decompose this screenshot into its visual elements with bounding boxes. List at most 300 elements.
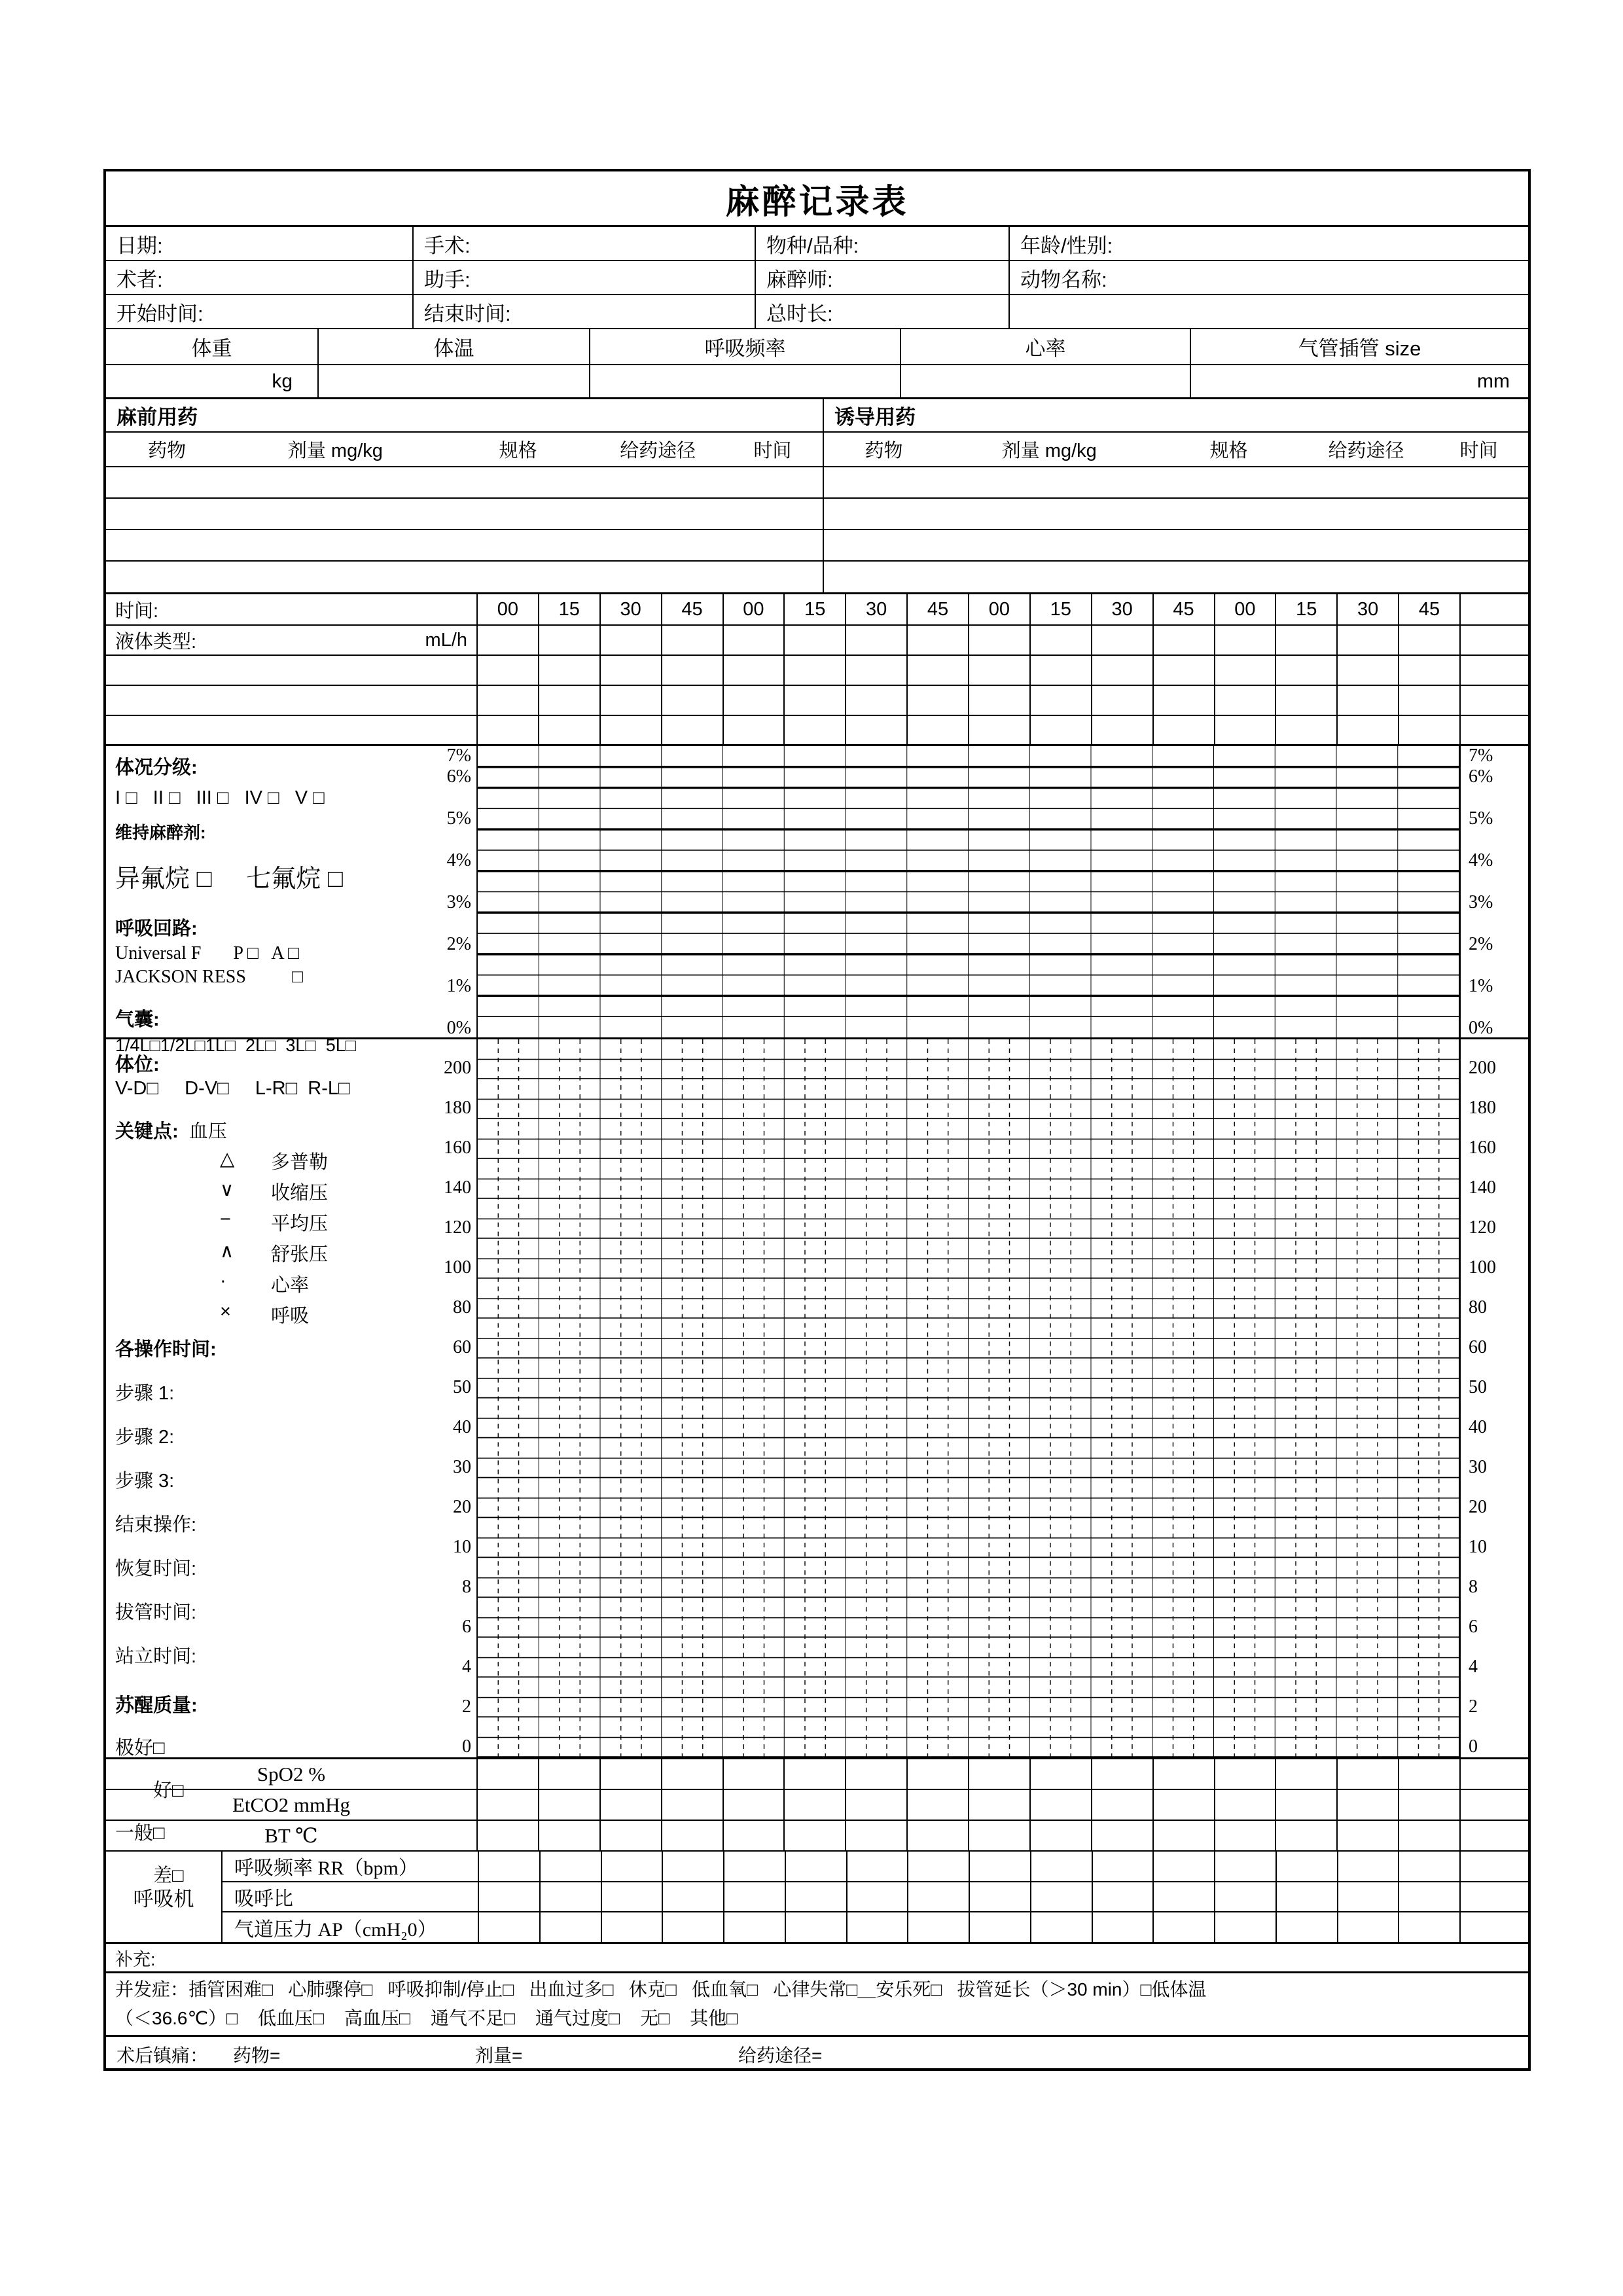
operation-step: 恢复时间: <box>115 1558 197 1579</box>
grid-cell <box>599 686 661 715</box>
vital-scale-label: 8 <box>1469 1577 1478 1597</box>
keypoint-平均压 <box>115 1209 414 1236</box>
percent-left-panel <box>106 745 476 1055</box>
grid-cell <box>1398 1912 1459 1942</box>
vital-scale-label: 180 <box>444 1098 471 1118</box>
grid-cell <box>1275 686 1336 715</box>
grid-cell <box>1275 1912 1337 1942</box>
grid-cell <box>1091 716 1152 744</box>
fluid-entry-row <box>106 656 1528 686</box>
etco2-row <box>106 1790 1528 1821</box>
percent-scale-label: 0% <box>1469 1018 1493 1038</box>
vital-scale-label: 0 <box>462 1736 471 1757</box>
vital-scale-label: 120 <box>1469 1217 1496 1238</box>
grid-cell <box>783 1821 845 1850</box>
ventilator-ap-label: 气道压力 AP（cmH₂0） <box>234 1918 437 1941</box>
keypoint-symbol: · <box>220 1270 226 1291</box>
vital-scale-label: 120 <box>444 1217 471 1238</box>
induction-entry <box>823 530 1528 560</box>
grid-cell <box>1214 626 1275 655</box>
grid-cell <box>1152 1912 1214 1942</box>
vital-scale-label: 40 <box>453 1417 471 1437</box>
grid-cell <box>722 716 784 744</box>
grid-cell <box>723 1852 785 1881</box>
grid-cell <box>722 686 784 715</box>
grid-cell <box>1091 1790 1152 1820</box>
anesthetic-percent-section <box>106 745 1528 1055</box>
condition-panel <box>106 746 414 1056</box>
field-anesthetist: 麻醉师: <box>755 261 1008 294</box>
grid-cell <box>662 1912 723 1942</box>
operation-step: 步骤 1: <box>115 1383 175 1404</box>
airbag-label: 气囊: <box>115 1009 160 1030</box>
grid-cell <box>1398 656 1459 685</box>
vital-scale-label: 20 <box>453 1497 471 1517</box>
time-tick: 15 <box>783 594 845 624</box>
ventilator-rows <box>221 1852 1528 1942</box>
cell-resp-rate <box>589 365 900 397</box>
grid-cell <box>1398 1882 1459 1912</box>
grid-cell <box>1337 1882 1399 1912</box>
vital-scale-label: 200 <box>444 1058 471 1078</box>
grid-cell <box>722 626 784 655</box>
fluid-label-cell <box>106 656 476 685</box>
col-spec: 规格 <box>499 440 537 461</box>
etco2-extra-cell <box>1459 1790 1528 1820</box>
grid-cell <box>478 1759 538 1789</box>
keypoints-label: 关键点: <box>115 1121 179 1142</box>
time-tick: 00 <box>722 594 784 624</box>
grid-cell <box>661 686 722 715</box>
percent-scale-label: 6% <box>1469 766 1493 787</box>
cell-temperature <box>317 365 589 397</box>
time-tick: 15 <box>1029 594 1091 624</box>
grid-cell <box>662 1852 723 1881</box>
header-tube-size: 气管插管 size <box>1190 329 1528 364</box>
drug-entry-row <box>106 562 1528 594</box>
grid-cell <box>1214 1759 1275 1789</box>
percent-scale-label: 3% <box>1469 892 1493 912</box>
field-surgery: 手术: <box>412 227 755 260</box>
grid-cell <box>1152 1790 1214 1820</box>
grid-cell <box>479 1882 539 1912</box>
operation-step: 步骤 3: <box>115 1471 175 1492</box>
quality-option: 好□ <box>153 1780 184 1801</box>
percent-scale-label: 1% <box>446 976 471 996</box>
grid-cell <box>478 626 538 655</box>
keypoint-symbol: ∧ <box>220 1241 234 1262</box>
grid-cell <box>661 626 722 655</box>
vital-scale-label: 100 <box>1469 1257 1496 1278</box>
grid-cell <box>661 1790 722 1820</box>
grid-cell <box>1275 656 1336 685</box>
percent-scale-label: 3% <box>446 892 471 912</box>
grid-cell <box>968 1790 1029 1820</box>
grid-cell <box>846 1882 908 1912</box>
induction-title: 诱导用药 <box>823 399 1528 431</box>
vital-scale-label: 2 <box>462 1696 471 1717</box>
keypoint-name: 收缩压 <box>271 1183 329 1204</box>
keypoint-name: 多普勒 <box>271 1152 329 1173</box>
title-row <box>106 171 1528 227</box>
supplement-row <box>106 1944 1528 1973</box>
col-time: 时间 <box>753 440 792 461</box>
ventilator-ie-grid <box>478 1882 1459 1912</box>
grid-cell <box>478 686 538 715</box>
grid-cell <box>907 1882 969 1912</box>
grid-cell <box>968 716 1029 744</box>
postop-drug: 药物= <box>233 2045 281 2066</box>
header-temperature: 体温 <box>317 329 589 364</box>
complications-row <box>106 1973 1528 2037</box>
percent-scale-label: 6% <box>446 766 471 787</box>
quality-option: 一般□ <box>115 1823 165 1844</box>
grid-cell <box>1398 1821 1459 1850</box>
percent-scale-label: 5% <box>1469 808 1493 829</box>
grid-cell <box>1214 1821 1275 1850</box>
grid-cell <box>1398 1790 1459 1820</box>
ventilator-ie-row <box>223 1882 1528 1913</box>
grid-cell <box>845 1759 906 1789</box>
postop-analgesia-row <box>106 2037 1528 2072</box>
vital-scale-label: 200 <box>1469 1058 1496 1078</box>
time-tick: 30 <box>1091 594 1152 624</box>
form-title: 麻醉记录表 <box>725 183 909 221</box>
ventilator-ap-row <box>223 1912 1528 1942</box>
keypoint-symbol: ∨ <box>220 1179 234 1200</box>
percent-scale-label: 2% <box>1469 934 1493 954</box>
maintenance-label: 维持麻醉剂: <box>115 823 206 842</box>
vital-scale-label: 60 <box>1469 1337 1487 1357</box>
grid-cell <box>1092 1852 1153 1881</box>
keypoints-bp: 血压 <box>188 1121 227 1142</box>
grid-cell <box>845 626 906 655</box>
grid-cell <box>1336 1821 1398 1850</box>
grid-cell <box>538 686 599 715</box>
grid-cell <box>479 1912 539 1942</box>
col-time: 时间 <box>1459 440 1498 461</box>
vital-scale-label: 30 <box>1469 1457 1487 1477</box>
grid-cell <box>539 1882 601 1912</box>
grid-cell <box>601 1882 662 1912</box>
grid-cell <box>479 1852 539 1881</box>
grid-cell <box>1152 1821 1214 1850</box>
percent-scale-label: 2% <box>446 934 471 954</box>
medication-titles-row <box>106 399 1528 433</box>
col-spec: 规格 <box>1209 440 1248 461</box>
anesthesia-record-form <box>103 169 1531 2071</box>
col-dose: 剂量 mg/kg <box>1001 440 1097 461</box>
field-animal-name: 动物名称: <box>1008 261 1528 294</box>
grid-cell <box>1029 626 1091 655</box>
grid-cell <box>969 1882 1030 1912</box>
grid-cell <box>1152 1759 1214 1789</box>
grid-cell <box>969 1912 1030 1942</box>
complications-line-1: 并发症：插管困难□ 心肺骤停□ 呼吸抑制/停止□ 出血过多□ 休克□ 低血氧□ 心律失常□＿安乐死□ 拔管延长（＞30 min）□低体温 <box>115 1979 1207 2000</box>
grid-cell <box>722 1759 784 1789</box>
time-label: 时间: <box>115 600 159 622</box>
grid-cell <box>1214 1882 1275 1912</box>
grid-cell <box>969 1852 1030 1881</box>
grid-cell <box>478 1821 538 1850</box>
percent-scale-label: 7% <box>1469 745 1493 766</box>
ventilator-ie-label: 吸呼比 <box>234 1888 293 1910</box>
vital-scale-label: 4 <box>462 1657 471 1677</box>
time-tick: 15 <box>1275 594 1336 624</box>
vital-scale-label: 140 <box>1469 1177 1496 1198</box>
circuit-label: 呼吸回路: <box>115 918 198 939</box>
grid-cell <box>1092 1912 1153 1942</box>
ventilator-rr-extra <box>1459 1852 1528 1881</box>
time-tick: 00 <box>1214 594 1275 624</box>
keypoint-symbol: △ <box>220 1149 235 1170</box>
grid-cell <box>599 1759 661 1789</box>
grid-cell <box>1336 656 1398 685</box>
time-tick: 30 <box>599 594 661 624</box>
postop-label: 术后镇痛： <box>116 2045 209 2066</box>
grid-cell <box>968 1821 1029 1850</box>
operation-step: 步骤 2: <box>115 1427 175 1448</box>
grid-cell <box>1275 1790 1336 1820</box>
time-tick: 45 <box>1152 594 1214 624</box>
grid-cell <box>661 716 722 744</box>
induction-entry <box>823 562 1528 592</box>
grid-cell <box>785 1912 846 1942</box>
grid-cell <box>1214 716 1275 744</box>
field-surgeon: 术者: <box>116 268 163 291</box>
vital-scale-label: 8 <box>462 1577 471 1597</box>
grid-cell <box>783 716 845 744</box>
position-options: V-D□ D-V□ L-R□ R-L□ <box>115 1078 350 1099</box>
fluid-extra-cell <box>1459 716 1528 744</box>
field-total-duration: 总时长: <box>755 295 1008 328</box>
grid-cell <box>783 656 845 685</box>
grid-cell <box>1336 1759 1398 1789</box>
keypoint-心率 <box>115 1270 414 1297</box>
operation-step: 拔管时间: <box>115 1602 197 1623</box>
maintenance-options: 异氟烷 □ 七氟烷 □ <box>115 865 343 893</box>
ventilator-ap-grid <box>478 1912 1459 1942</box>
grid-cell <box>1336 1790 1398 1820</box>
percent-right-scale <box>1459 746 1528 1037</box>
premed-columns <box>106 433 823 466</box>
grid-cell <box>1152 626 1214 655</box>
grid-cell <box>907 1912 969 1942</box>
grid-cell <box>845 1821 906 1850</box>
grid-cell <box>968 1759 1029 1789</box>
quality-label: 苏醒质量: <box>115 1695 198 1716</box>
ventilator-block <box>106 1852 1528 1944</box>
grid-cell <box>1214 656 1275 685</box>
vitals-right-scale <box>1459 1039 1528 1757</box>
drug-entry-row <box>106 467 1528 499</box>
drug-entry-row <box>106 530 1528 562</box>
etco2-label: EtCO2 mmHg <box>232 1793 350 1816</box>
header-resp-rate: 呼吸频率 <box>589 329 900 364</box>
bt-label: BT ℃ <box>264 1823 318 1847</box>
vital-scale-label: 0 <box>1469 1736 1478 1757</box>
grid-cell <box>1152 656 1214 685</box>
grid-cell <box>1337 1912 1399 1942</box>
field-start-time: 开始时间: <box>116 302 204 325</box>
grid-cell <box>1398 686 1459 715</box>
grid-cell <box>1030 1852 1092 1881</box>
keypoint-symbol: × <box>220 1301 231 1322</box>
vital-scale-label: 6 <box>462 1617 471 1637</box>
grid-cell <box>723 1912 785 1942</box>
grid-cell <box>1091 626 1152 655</box>
grid-cell <box>968 656 1029 685</box>
vital-scale-label: 4 <box>1469 1657 1478 1677</box>
grid-cell <box>783 1790 845 1820</box>
field-assistant: 助手: <box>412 261 755 294</box>
grid-cell <box>1336 626 1398 655</box>
keypoint-name: 呼吸 <box>271 1306 310 1327</box>
col-route: 给药途径 <box>620 440 696 461</box>
field-end-time: 结束时间: <box>412 295 755 328</box>
grid-cell <box>968 626 1029 655</box>
keypoint-舒张压 <box>115 1240 414 1266</box>
grid-cell <box>722 656 784 685</box>
vital-scale-label: 60 <box>453 1337 471 1357</box>
col-route: 给药途径 <box>1328 440 1404 461</box>
grid-cell <box>722 1821 784 1850</box>
circuit-universal: Universal F P □ A □ <box>115 943 299 963</box>
fluid-label-cell <box>106 686 476 715</box>
header-heart-rate: 心率 <box>900 329 1190 364</box>
bt-row <box>106 1821 1528 1852</box>
keypoint-多普勒 <box>115 1147 414 1174</box>
grid-cell <box>599 716 661 744</box>
position-label: 体位: <box>115 1054 160 1075</box>
quality-option: 差□ <box>153 1865 184 1886</box>
fluid-grid <box>476 686 1459 715</box>
ventilator-rr-grid <box>478 1852 1459 1881</box>
vitals-grid-svg <box>478 1039 1459 1757</box>
premed-title: 麻前用药 <box>116 406 198 429</box>
grid-cell <box>1030 1912 1092 1942</box>
grid-cell <box>538 1821 599 1850</box>
grid-cell <box>1029 716 1091 744</box>
percent-scale-label: 1% <box>1469 976 1493 996</box>
induction-columns <box>823 433 1528 466</box>
grid-cell <box>906 686 968 715</box>
fluid-entry-row <box>106 716 1528 746</box>
fluid-type-label: 液体类型: <box>115 631 197 653</box>
info-row-1 <box>106 227 1528 261</box>
grid-cell <box>1152 716 1214 744</box>
keypoint-呼吸 <box>115 1301 414 1328</box>
medication-headers-row <box>106 433 1528 467</box>
fluid-label-cell <box>106 716 476 744</box>
header-weight: 体重 <box>191 337 232 360</box>
info-row-2 <box>106 261 1528 295</box>
keypoint-name: 心率 <box>271 1275 310 1296</box>
grid-cell <box>599 656 661 685</box>
vital-scale-label: 50 <box>1469 1377 1487 1397</box>
condition-grade-label: 体况分级: <box>115 757 198 778</box>
postop-route: 给药途径= <box>738 2045 823 2066</box>
condition-grade-options: I □ II □ III □ IV □ V □ <box>115 787 325 808</box>
keypoint-收缩压 <box>115 1178 414 1205</box>
circuit-jackson: JACKSON RESS □ <box>115 967 303 987</box>
fluid-label-cell <box>106 626 476 655</box>
grid-cell <box>1029 656 1091 685</box>
vital-scale-label: 100 <box>444 1257 471 1278</box>
vital-scale-label: 30 <box>453 1457 471 1477</box>
grid-cell <box>661 1759 722 1789</box>
grid-cell <box>538 1790 599 1820</box>
grid-cell <box>1275 1821 1336 1850</box>
grid-cell <box>1214 1790 1275 1820</box>
grid-cell <box>1091 1821 1152 1850</box>
unit-kg: kg <box>272 370 293 392</box>
grid-cell <box>1152 686 1214 715</box>
grid-cell <box>1337 1852 1399 1881</box>
time-tick: 45 <box>1398 594 1459 624</box>
etco2-grid <box>476 1790 1459 1820</box>
unit-mm: mm <box>1190 365 1528 397</box>
grid-cell <box>1214 1912 1275 1942</box>
grid-cell <box>785 1882 846 1912</box>
operation-step: 站立时间: <box>115 1646 197 1667</box>
percent-scale-label: 4% <box>446 850 471 870</box>
grid-cell <box>599 1821 661 1850</box>
grid-cell <box>539 1852 601 1881</box>
keypoint-name: 舒张压 <box>271 1244 329 1265</box>
vital-scale-label: 6 <box>1469 1617 1478 1637</box>
vital-scale-label: 2 <box>1469 1696 1478 1717</box>
time-tick: 00 <box>968 594 1029 624</box>
percent-scale-label: 0% <box>446 1018 471 1038</box>
grid-cell <box>1029 1759 1091 1789</box>
grid-cell <box>1092 1882 1153 1912</box>
grid-cell <box>1336 686 1398 715</box>
grid-cell <box>906 1821 968 1850</box>
premed-entry <box>106 562 823 592</box>
time-tick: 00 <box>497 598 519 620</box>
vital-scale-label: 160 <box>444 1138 471 1158</box>
grid-cell <box>846 1852 908 1881</box>
keypoints-legend <box>115 1147 414 1328</box>
grid-cell <box>599 626 661 655</box>
grid-cell <box>846 1912 908 1942</box>
grid-cell <box>845 716 906 744</box>
fluid-type-row <box>106 626 1528 656</box>
grid-cell <box>845 1790 906 1820</box>
grid-cell <box>1029 1821 1091 1850</box>
grid-cell <box>1275 1852 1337 1881</box>
field-age-sex: 年龄/性别: <box>1008 227 1528 260</box>
grid-cell <box>478 656 538 685</box>
vital-scale-label: 80 <box>1469 1297 1487 1318</box>
vital-scale-label: 40 <box>1469 1417 1487 1437</box>
grid-cell <box>968 686 1029 715</box>
grid-cell <box>1398 1759 1459 1789</box>
premed-entry <box>106 467 823 497</box>
percent-chart-grid <box>476 746 1459 1037</box>
grid-cell <box>601 1852 662 1881</box>
postop-dose: 剂量= <box>475 2045 523 2066</box>
vital-scale-label: 160 <box>1469 1138 1496 1158</box>
grid-cell <box>907 1852 969 1881</box>
grid-cell <box>538 1759 599 1789</box>
grid-cell <box>538 716 599 744</box>
grid-cell <box>601 1912 662 1942</box>
supplement-label: 补充: <box>115 1949 156 1969</box>
grid-cell <box>845 656 906 685</box>
grid-cell <box>906 1790 968 1820</box>
